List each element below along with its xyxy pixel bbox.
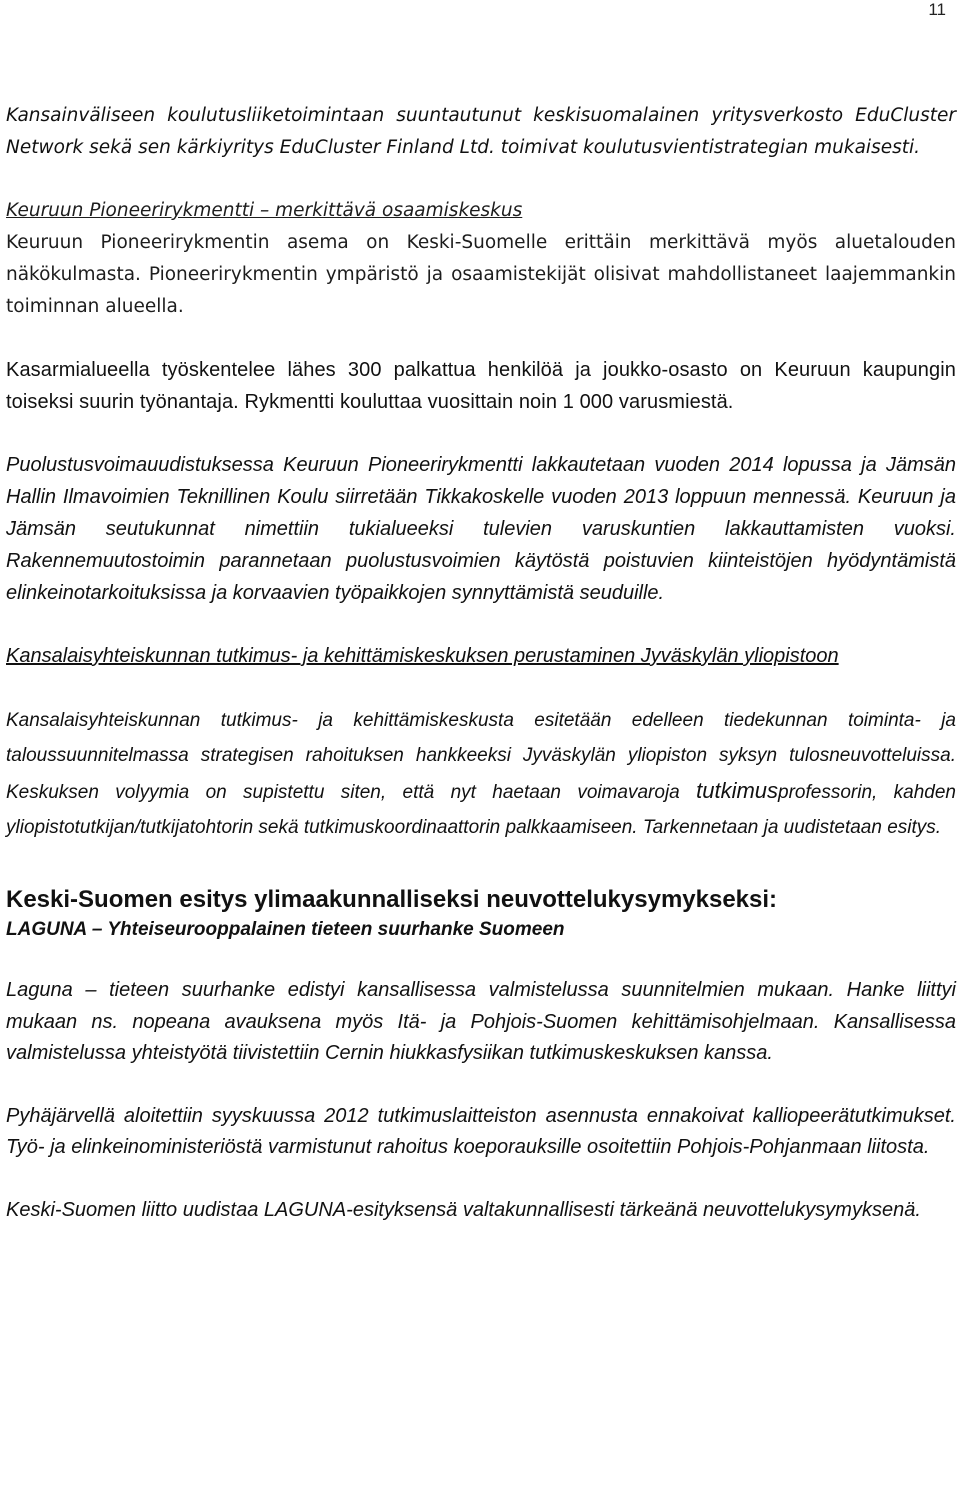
- keuruu-section: [6, 195, 956, 323]
- keuruu-paragraph: Keuruun Pioneerirykmentin asema on Keski-Suomelle erittäin merkittävä myös aluetalouden näkökulmasta. Pioneerirykmentin ympäristö ja osaamistekijät olisivat mahdollistaneet laajemmankin toiminnan alueella.: [6, 232, 956, 317]
- page-number: 11: [928, 0, 946, 19]
- kasarmi-paragraph: Kasarmialueella työskentelee lähes 300 palkattua henkilöä ja joukko-osasto on Keuruun kaupungin toiseksi suurin työnantaja. Rykmentti kouluttaa vuosittain noin 1 000 varusmiestä.: [6, 359, 956, 413]
- laguna-paragraph-2: Pyhäjärvellä aloitettiin syyskuussa 2012 tutkimuslaitteiston asennusta ennakoivat kalliopeerätutkimukset. Työ- ja elinkeinoministeriöstä varmistunut rahoitus koeporauksille osoitettiin Pohjois-Pohjanmaan liitosta.: [6, 1104, 956, 1158]
- puolustus-paragraph: Puolustusvoimauudistuksessa Keuruun Pioneerirykmentti lakkautetaan vuoden 2014 lopussa ja Jämsän Hallin Ilmavoimien Teknillinen Koulu siirretään Tikkakoskelle vuoden 2013 loppuun mennessä. Keuruun ja Jämsän seutukunnat nimettiin tukialueeksi tulevien varuskuntien lakkauttamisten vuoksi. Rakennemuutostoimin parannetaan puolustusvoimien käytöstä poistuvien kiinteistöjen hyödyntämistä elinkeinotarkoituksissa ja korvaavien työpaikkojen synnyttämistä seuduille.: [6, 454, 956, 604]
- laguna-paragraph-3: Keski-Suomen liitto uudistaa LAGUNA-esityksensä valtakunnallisesti tärkeänä neuvottelukysymyksenä.: [6, 1198, 921, 1221]
- keuruu-heading: Keuruun Pioneerirykmentti – merkittävä osaamiskeskus: [6, 200, 523, 221]
- kansalais-body-part1: Kansalaisyhteiskunnan tutkimus- ja kehittämiskeskusta esitetään edelleen tiedekunnan toiminta- ja taloussuunnitelmassa strategisen rahoituksen hankkeeksi Jyväskylän yliopiston syksyn tulosneuvotteluissa. Keskuksen volyymia on supistettu siten, että nyt haetaan voimavaroja: [6, 710, 956, 803]
- kansalais-body-emphasis: tutkimus: [696, 778, 779, 803]
- section-title: Keski-Suomen esitys ylimaakunnalliseksi neuvottelukysymykseksi:: [6, 886, 778, 913]
- kansalais-body-part2: professorin, kahden yliopistotutkijan/tutkijatohtorin sekä tutkimuskoordinaattorin palkkaamiseen. Tarkennetaan ja uudistetaan esitys.: [6, 782, 956, 838]
- laguna-paragraph-1: Laguna – tieteen suurhanke edistyi kansallisessa valmistelussa suunnitelmien mukaan. Hanke liittyi mukaan ns. nopeana avauksena myös Itä- ja Pohjois-Suomen kehittämisohjelmaan. Kansallisessa valmistelussa yhteistyötä tiivistettiin Cernin hiukkasfysiikan tutkimuskeskuksen kanssa.: [6, 979, 956, 1064]
- section-subtitle: LAGUNA – Yhteiseurooppalainen tieteen suurhanke Suomeen: [6, 919, 565, 940]
- kansalais-heading: Kansalaisyhteiskunnan tutkimus- ja kehittämiskeskuksen perustaminen Jyväskylän yliopistoon: [6, 645, 839, 667]
- kansalais-paragraph: [6, 703, 956, 845]
- intro-paragraph: Kansainväliseen koulutusliiketoimintaan suuntautunut keskisuomalainen yritysverkosto EduCluster Network sekä sen kärkiyritys EduCluster Finland Ltd. toimivat koulutusvientistrategian mukaisesti.: [6, 105, 956, 158]
- document-body: [6, 100, 956, 1226]
